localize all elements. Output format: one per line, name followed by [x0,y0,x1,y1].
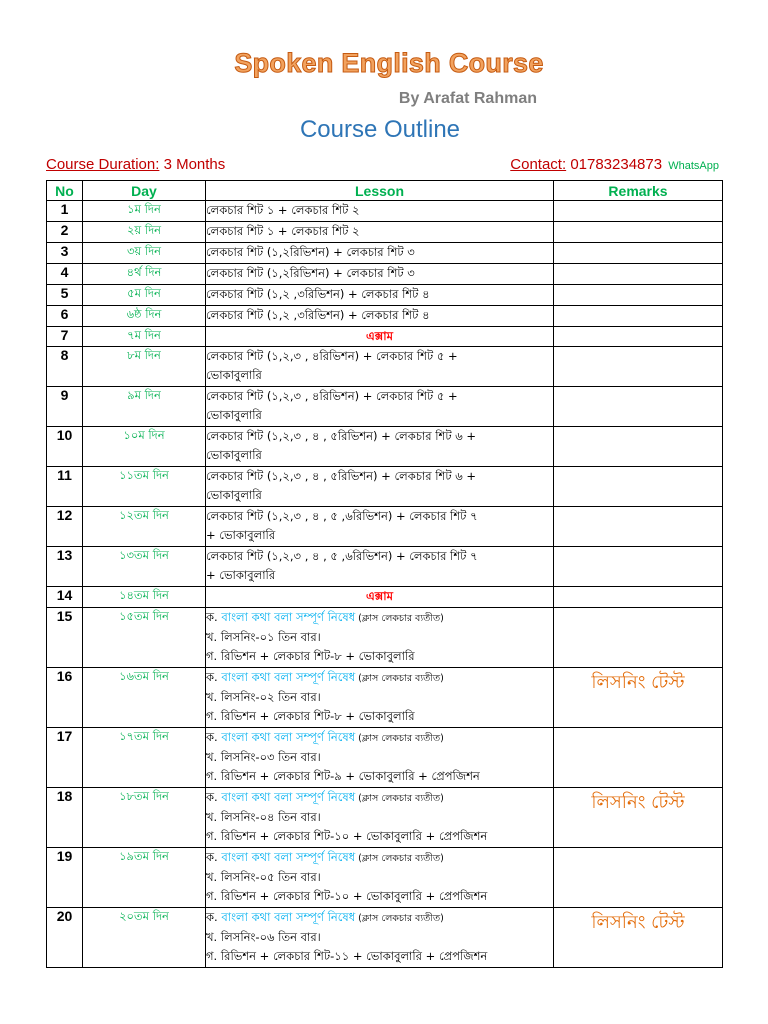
table-row [47,306,723,327]
lesson-line: গ. রিভিশন + লেকচার শিট-৯ + ভোকাবুলারি + প্রেপজিশন [206,769,480,783]
rule-exception-note: (ক্লাস লেকচার ব্যতীত) [355,793,444,804]
row-number: 20 [47,908,83,968]
row-lesson [206,285,554,306]
row-lesson [206,507,554,547]
table-row [47,285,723,306]
rule-prefix: ক. [206,790,222,804]
row-remark: লিসনিং টেস্ট [554,908,723,968]
lesson-line: ভোকাবুলারি [206,408,262,422]
row-number: 17 [47,728,83,788]
row-remark [554,728,723,788]
table-row [47,668,723,728]
lesson-line: + ভোকাবুলারি [206,568,276,582]
row-day: ৮ম দিন [83,347,206,387]
row-remark [554,507,723,547]
table-row [47,608,723,668]
row-day: ৬ষ্ঠ দিন [83,306,206,327]
lesson-rule-line [206,788,553,808]
row-remark [554,243,723,264]
lesson-rule-line [206,608,553,628]
whatsapp-label: WhatsApp [668,160,719,172]
lesson-line: ভোকাবুলারি [206,488,262,502]
lesson-line: গ. রিভিশন + লেকচার শিট-৮ + ভোকাবুলারি [206,709,415,723]
course-duration [46,156,225,173]
header-no: No [47,181,83,201]
row-day: ১০ম দিন [83,427,206,467]
lesson-rule-line [206,668,553,688]
row-number: 14 [47,587,83,608]
row-number: 3 [47,243,83,264]
row-lesson [206,728,554,788]
row-day: ১১তম দিন [83,467,206,507]
row-remark [554,848,723,908]
rule-exception-note: (ক্লাস লেকচার ব্যতীত) [355,913,444,924]
lesson-line: লেকচার শিট ১ + লেকচার শিট ২ [206,203,360,217]
row-day: ১৯তম দিন [83,848,206,908]
row-number: 11 [47,467,83,507]
lesson-line: লেকচার শিট (১,২,৩ , ৪ , ৫রিভিশন) + লেকচার শিট ৬ + [206,429,477,443]
lesson-line: ভোকাবুলারি [206,368,262,382]
lesson-line: খ. লিসনিং-০৩ তিন বার। [206,750,321,764]
row-day: ১৩তম দিন [83,547,206,587]
lesson-line: গ. রিভিশন + লেকচার শিট-১১ + ভোকাবুলারি + প্রেপজিশন [206,949,488,963]
rule-prefix: ক. [206,670,222,684]
rule-exception-note: (ক্লাস লেকচার ব্যতীত) [355,733,444,744]
row-lesson [206,201,554,222]
row-lesson [206,848,554,908]
table-row [47,264,723,285]
table-row [47,547,723,587]
table-row [47,908,723,968]
row-day: ৫ম দিন [83,285,206,306]
row-number: 2 [47,222,83,243]
row-lesson [206,264,554,285]
lesson-rule-line [206,728,553,748]
bangla-forbidden-rule: বাংলা কথা বলা সম্পূর্ণ নিষেধ [221,610,356,624]
rule-prefix: ক. [206,610,222,624]
lesson-line: গ. রিভিশন + লেকচার শিট-১০ + ভোকাবুলারি + প্রেপজিশন [206,889,488,903]
table-row [47,243,723,264]
table-row [47,728,723,788]
table-row [47,387,723,427]
table-row [47,587,723,608]
row-number: 5 [47,285,83,306]
author-byline: By Arafat Rahman [398,90,537,107]
rule-prefix: ক. [206,850,222,864]
lesson-line: গ. রিভিশন + লেকচার শিট-৮ + ভোকাবুলারি [206,649,415,663]
row-number: 13 [47,547,83,587]
row-remark [554,222,723,243]
row-day: ২য় দিন [83,222,206,243]
table-row [47,347,723,387]
table-row [47,788,723,848]
row-number: 4 [47,264,83,285]
row-remark [554,547,723,587]
row-remark [554,201,723,222]
row-lesson [206,908,554,968]
table-row [47,427,723,467]
lesson-line: লেকচার শিট (১,২রিভিশন) + লেকচার শিট ৩ [206,266,415,280]
row-remark [554,587,723,608]
lesson-line: লেকচার শিট (১,২,৩ , ৪ , ৫ ,৬রিভিশন) + লেকচার শিট ৭ [206,509,478,523]
lesson-rule-line [206,848,553,868]
row-remark [554,387,723,427]
row-lesson [206,668,554,728]
row-remark [554,285,723,306]
contact-label: Contact: [510,156,567,173]
bangla-forbidden-rule: বাংলা কথা বলা সম্পূর্ণ নিষেধ [221,730,356,744]
row-lesson [206,222,554,243]
row-day: ১৮তম দিন [83,788,206,848]
bangla-forbidden-rule: বাংলা কথা বলা সম্পূর্ণ নিষেধ [221,850,356,864]
row-number: 9 [47,387,83,427]
row-exam: এক্সাম [206,327,554,347]
rule-exception-note: (ক্লাস লেকচার ব্যতীত) [355,853,444,864]
rule-exception-note: (ক্লাস লেকচার ব্যতীত) [355,673,444,684]
table-row [47,848,723,908]
lesson-line: লেকচার শিট (১,২,৩ , ৪রিভিশন) + লেকচার শিট ৫ + [206,389,458,403]
table-row [47,222,723,243]
row-number: 18 [47,788,83,848]
row-remark [554,327,723,347]
header-remarks: Remarks [554,181,723,201]
row-lesson [206,608,554,668]
row-number: 16 [47,668,83,728]
row-lesson [206,306,554,327]
lesson-line: লেকচার শিট ১ + লেকচার শিট ২ [206,224,360,238]
row-remark: লিসনিং টেস্ট [554,668,723,728]
row-remark: লিসনিং টেস্ট [554,788,723,848]
outline-heading: Course Outline [299,116,461,143]
header-day: Day [83,181,206,201]
row-remark [554,467,723,507]
row-day: ১৬তম দিন [83,668,206,728]
row-day: ১৭তম দিন [83,728,206,788]
course-outline-table [46,180,723,968]
lesson-line: লেকচার শিট (১,২রিভিশন) + লেকচার শিট ৩ [206,245,415,259]
table-row [47,467,723,507]
lesson-line: লেকচার শিট (১,২,৩ , ৪ , ৫ ,৬রিভিশন) + লেকচার শিট ৭ [206,549,478,563]
row-remark [554,347,723,387]
lesson-line: লেকচার শিট (১,২,৩ , ৪রিভিশন) + লেকচার শিট ৫ + [206,349,458,363]
bangla-forbidden-rule: বাংলা কথা বলা সম্পূর্ণ নিষেধ [221,670,356,684]
bangla-forbidden-rule: বাংলা কথা বলা সম্পূর্ণ নিষেধ [221,790,356,804]
row-lesson [206,243,554,264]
row-day: ৪র্থ দিন [83,264,206,285]
table-row [47,507,723,547]
row-lesson [206,467,554,507]
lesson-line: খ. লিসনিং-০৪ তিন বার। [206,810,321,824]
table-header-row [47,181,723,201]
row-number: 6 [47,306,83,327]
table-row [47,327,723,347]
row-remark [554,264,723,285]
lesson-line: লেকচার শিট (১,২ ,৩রিভিশন) + লেকচার শিট ৪ [206,308,430,322]
row-lesson [206,788,554,848]
row-number: 10 [47,427,83,467]
table-row [47,201,723,222]
row-day: ৭ম দিন [83,327,206,347]
row-remark [554,608,723,668]
row-number: 8 [47,347,83,387]
row-lesson [206,387,554,427]
row-day: ৩য় দিন [83,243,206,264]
row-number: 19 [47,848,83,908]
lesson-line: খ. লিসনিং-০২ তিন বার। [206,690,321,704]
row-lesson [206,347,554,387]
duration-value: 3 Months [163,156,226,173]
row-remark [554,306,723,327]
row-day: ১২তম দিন [83,507,206,547]
row-number: 1 [47,201,83,222]
row-day: ১৪তম দিন [83,587,206,608]
rule-prefix: ক. [206,730,222,744]
row-day: ১ম দিন [83,201,206,222]
lesson-line: + ভোকাবুলারি [206,528,276,542]
contact-number: 01783234873 [570,156,663,173]
lesson-line: খ. লিসনিং-০৫ তিন বার। [206,870,321,884]
rule-exception-note: (ক্লাস লেকচার ব্যতীত) [355,613,444,624]
lesson-line: লেকচার শিট (১,২,৩ , ৪ , ৫রিভিশন) + লেকচার শিট ৬ + [206,469,477,483]
row-number: 12 [47,507,83,547]
row-number: 7 [47,327,83,347]
row-day: ১৫তম দিন [83,608,206,668]
rule-prefix: ক. [206,910,222,924]
row-number: 15 [47,608,83,668]
contact-info [510,156,719,173]
row-day: ২০তম দিন [83,908,206,968]
row-day: ৯ম দিন [83,387,206,427]
duration-label: Course Duration: [46,156,160,173]
row-lesson [206,547,554,587]
row-exam: এক্সাম [206,587,554,608]
lesson-line: খ. লিসনিং-০৬ তিন বার। [206,930,321,944]
lesson-line: গ. রিভিশন + লেকচার শিট-১০ + ভোকাবুলারি + প্রেপজিশন [206,829,488,843]
row-remark [554,427,723,467]
lesson-line: ভোকাবুলারি [206,448,262,462]
lesson-line: লেকচার শিট (১,২ ,৩রিভিশন) + লেকচার শিট ৪ [206,287,430,301]
bangla-forbidden-rule: বাংলা কথা বলা সম্পূর্ণ নিষেধ [221,910,356,924]
lesson-rule-line [206,908,553,928]
lesson-line: খ. লিসনিং-০১ তিন বার। [206,630,321,644]
header-lesson: Lesson [206,181,554,201]
table-body [47,201,723,968]
row-lesson [206,427,554,467]
course-title: Spoken English Course [234,48,544,78]
